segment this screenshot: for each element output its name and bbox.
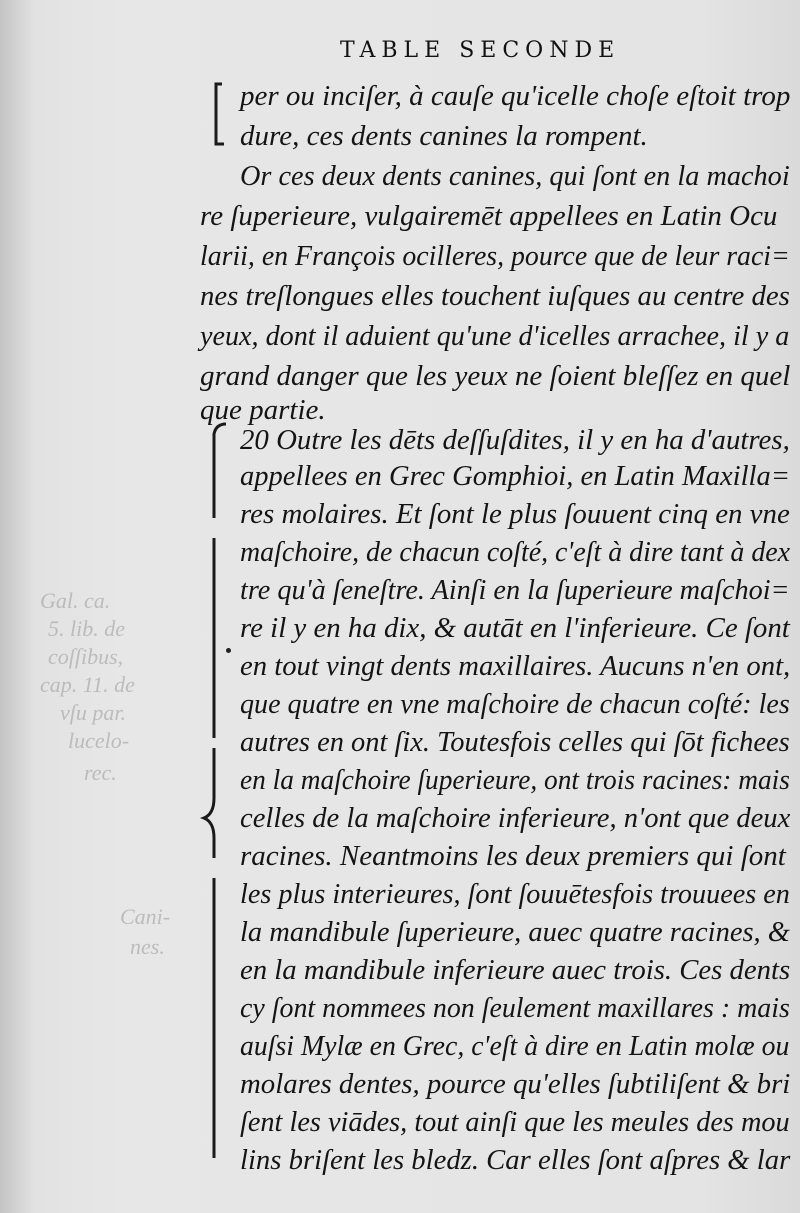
text-line: les plus interieures, ſont ſouuētesfois trouuees en — [240, 878, 790, 910]
text-line: ſent les viādes, tout ainſi que les meules des mou — [240, 1106, 790, 1138]
bracket-top — [204, 80, 226, 150]
text-line: celles de la maſchoire inferieure, n'ont que deux — [240, 802, 791, 834]
text-line: per ou inciſer, à cauſe qu'icelle choſe eſtoit trop — [240, 80, 791, 112]
text-line: tre qu'à ſeneſtre. Ainſi en la ſuperieure maſchoi= — [240, 574, 790, 606]
text-line: autres en ont ſix. Toutesfois celles qui ſōt fichees — [240, 726, 790, 758]
bleed-through-text: lucelo- — [68, 728, 130, 753]
text-line: Or ces deux dents canines, qui ſont en la machoi — [240, 160, 790, 192]
text-line: en la mandibule inferieure auec trois. Ces dents — [240, 954, 791, 986]
text-line: 20 Outre les dēts deſſuſdites, il y en ha d'autres, — [240, 424, 790, 456]
text-line: appellees en Grec Gomphioi, en Latin Maxilla= — [240, 460, 790, 492]
bleed-through-text: vſu par. — [60, 700, 126, 725]
bracket-left — [198, 418, 228, 1158]
text-line: re il y en ha dix, & autāt en l'inferieure. Ce ſont — [240, 612, 790, 644]
bleed-through-text: Gal. ca. — [40, 588, 111, 613]
margin-dot — [226, 648, 231, 653]
running-head: TABLE SECONDE — [340, 38, 621, 63]
text-line: larii, en François ocilleres, pource que de leur raci= — [200, 240, 790, 272]
text-line: molares dentes, pource qu'elles ſubtiliſent & bri — [240, 1068, 791, 1100]
text-line: que partie. — [200, 394, 326, 426]
bleed-through-text: cap. 11. de — [40, 672, 135, 697]
text-line: la mandibule ſuperieure, auec quatre racines, & — [240, 916, 790, 948]
text-line: res molaires. Et ſont le plus ſouuent cinq en vne — [240, 498, 790, 530]
text-line: lins briſent les bledz. Car elles ſont aſpres & lar — [240, 1144, 791, 1176]
text-line: nes treſlongues elles touchent iuſques au centre des — [200, 280, 790, 312]
bleed-through-text: rec. — [84, 760, 117, 785]
text-line: racines. Neantmoins les deux premiers qui ſont — [240, 840, 786, 872]
text-line: dure, ces dents canines la rompent. — [240, 120, 648, 152]
text-line: que quatre en vne maſchoire de chacun coſté: les — [240, 688, 790, 720]
text-line: auſsi Mylæ en Grec, c'eſt à dire en Latin molæ ou — [240, 1030, 790, 1062]
bleed-through-text: 5. lib. de — [48, 616, 125, 641]
text-line: re ſuperieure, vulgairemēt appellees en Latin Ocu — [200, 200, 778, 232]
bleed-through-text: Cani- — [120, 904, 171, 929]
text-line: maſchoire, de chacun coſté, c'eſt à dire tant à dex — [240, 536, 791, 568]
text-line: cy ſont nommees non ſeulement maxillares : mais — [240, 992, 790, 1024]
text-line: en tout vingt dents maxillaires. Aucuns n'en ont, — [240, 650, 791, 682]
text-line: yeux, dont il aduient qu'une d'icelles arrachee, il y a — [200, 320, 790, 352]
text-line: en la maſchoire ſuperieure, ont trois racines: mais — [240, 764, 790, 796]
bleed-through-text: nes. — [130, 934, 165, 959]
text-line: grand danger que les yeux ne ſoient bleſſez en quel — [200, 360, 791, 392]
bleed-through-text: coſſibus, — [48, 644, 124, 669]
